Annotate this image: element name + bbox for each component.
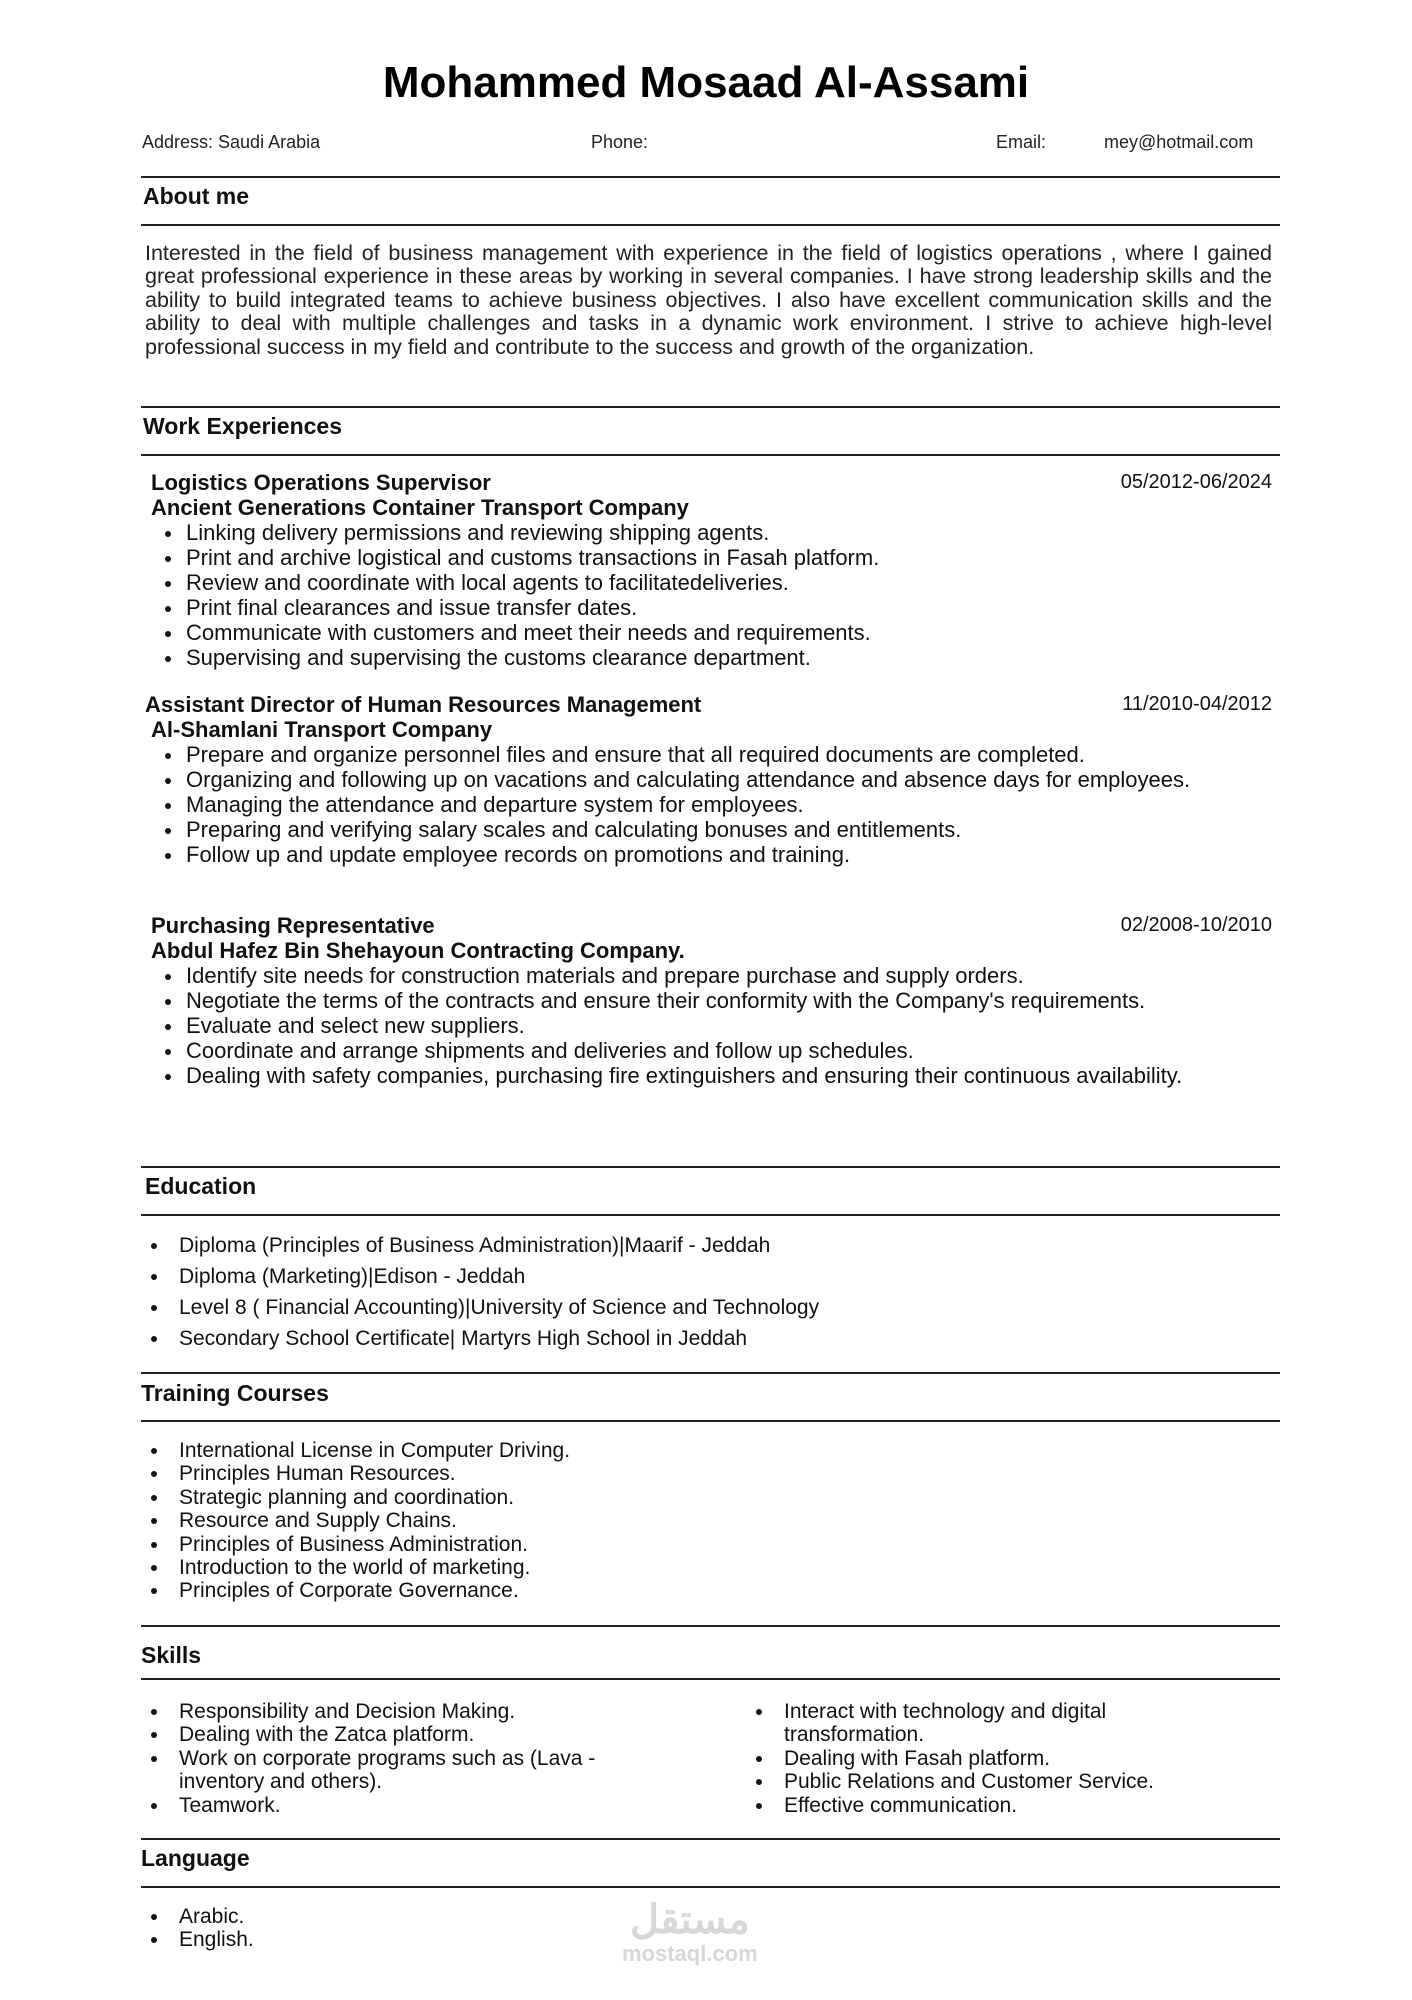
language-list (145, 1905, 254, 1952)
training-item: Principles Human Resources. (145, 1462, 570, 1485)
training-item: Introduction to the world of marketing. (145, 1556, 570, 1579)
training-list (145, 1439, 570, 1603)
training-item: Strategic planning and coordination. (145, 1486, 570, 1509)
section-work: Work Experiences (143, 413, 343, 439)
training-item: Resource and Supply Chains. (145, 1509, 570, 1532)
divider (141, 1166, 1280, 1168)
skill-item: Dealing with Fasah platform. (750, 1747, 1210, 1770)
about-text: Interested in the field of business management with experience in the field of logistics operations , where I gained great professional experience in these areas by working in several companies. I have strong leadership skills and the ability to build integrated teams to achieve business objectives. I also have excellent communication skills and the ability to deal with multiple challenges and tasks in a dynamic work environment. I strive to achieve high-level professional success in my field and contribute to the success and growth of the organization. (145, 241, 1272, 359)
job-title: Assistant Director of Human Resources Management (145, 692, 702, 717)
job-bullet: Review and coordinate with local agents to facilitatedeliveries. (145, 570, 1272, 595)
education-item: Diploma (Marketing)|Edison - Jeddah (145, 1261, 819, 1292)
job-bullet: Supervising and supervising the customs clearance department. (145, 645, 1272, 670)
job-dates: 11/2010-04/2012 (1122, 693, 1272, 715)
divider (141, 406, 1280, 408)
language-item: English. (145, 1928, 254, 1951)
job-bullet: Managing the attendance and departure system for employees. (145, 792, 1272, 817)
job-bullet: Negotiate the terms of the contracts and ensure their conformity with the Company's requirements. (145, 988, 1272, 1013)
job-dates: 05/2012-06/2024 (1120, 471, 1272, 493)
divider (141, 1886, 1280, 1888)
job-company: Abdul Hafez Bin Shehayoun Contracting Company. (151, 938, 685, 963)
email: mey@hotmail.com (1104, 132, 1254, 152)
job-bullet: Follow up and update employee records on promotions and training. (145, 842, 1272, 867)
skill-item: Effective communication. (750, 1794, 1210, 1817)
job-dates: 02/2008-10/2010 (1120, 914, 1272, 936)
candidate-name: Mohammed Mosaad Al-Assami (382, 58, 1030, 107)
skill-item: Interact with technology and digital transformation. (750, 1700, 1210, 1747)
skills-list-left (145, 1700, 685, 1817)
job-entry (145, 692, 1272, 867)
section-education: Education (145, 1173, 257, 1199)
divider (141, 1678, 1280, 1680)
skill-item: Work on corporate programs such as (Lava - inventory and others). (145, 1747, 685, 1794)
job-bullet: Dealing with safety companies, purchasing fire extinguishers and ensuring their continuous availability. (145, 1063, 1272, 1088)
job-bullet: Communicate with customers and meet their needs and requirements. (145, 620, 1272, 645)
divider (141, 454, 1280, 456)
education-list (145, 1230, 819, 1354)
section-language: Language (141, 1845, 250, 1871)
watermark-arabic: مستقل (629, 1898, 750, 1942)
divider (141, 1838, 1280, 1840)
divider (141, 176, 1280, 178)
skill-item: Responsibility and Decision Making. (145, 1700, 685, 1723)
education-item: Secondary School Certificate| Martyrs High School in Jeddah (145, 1323, 819, 1354)
phone-label: Phone: (591, 132, 649, 152)
mostaql-watermark (622, 1898, 758, 1966)
divider (141, 224, 1280, 226)
section-training: Training Courses (141, 1380, 329, 1406)
job-bullet: Evaluate and select new suppliers. (145, 1013, 1272, 1038)
job-bullet: Organizing and following up on vacations and calculating attendance and absence days for employees. (145, 767, 1272, 792)
skill-item: Dealing with the Zatca platform. (145, 1723, 685, 1746)
education-item: Level 8 ( Financial Accounting)|University of Science and Technology (145, 1292, 819, 1323)
address: Address: Saudi Arabia (142, 132, 321, 152)
email-label: Email: (996, 132, 1047, 152)
training-item: Principles of Business Administration. (145, 1533, 570, 1556)
job-bullet: Preparing and verifying salary scales and calculating bonuses and entitlements. (145, 817, 1272, 842)
job-company: Al-Shamlani Transport Company (151, 717, 493, 742)
job-bullet: Print final clearances and issue transfer dates. (145, 595, 1272, 620)
job-title: Purchasing Representative (151, 913, 435, 938)
job-bullet: Coordinate and arrange shipments and deliveries and follow up schedules. (145, 1038, 1272, 1063)
job-company: Ancient Generations Container Transport Company (151, 495, 689, 520)
job-bullet: Print and archive logistical and customs transactions in Fasah platform. (145, 545, 1272, 570)
skills-list-right (750, 1700, 1210, 1817)
skill-item: Teamwork. (145, 1794, 685, 1817)
divider (141, 1214, 1280, 1216)
divider (141, 1420, 1280, 1422)
language-item: Arabic. (145, 1905, 254, 1928)
training-item: Principles of Corporate Governance. (145, 1579, 570, 1602)
job-bullet: Identify site needs for construction materials and prepare purchase and supply orders. (145, 963, 1272, 988)
job-entry (145, 913, 1272, 1088)
watermark-latin: mostaql.com (622, 1941, 758, 1966)
training-item: International License in Computer Driving. (145, 1439, 570, 1462)
section-about: About me (143, 183, 250, 209)
divider (141, 1625, 1280, 1627)
skill-item: Public Relations and Customer Service. (750, 1770, 1210, 1793)
divider (141, 1372, 1280, 1374)
section-skills: Skills (141, 1642, 202, 1668)
job-bullet: Linking delivery permissions and reviewing shipping agents. (145, 520, 1272, 545)
job-entry (145, 470, 1272, 670)
job-title: Logistics Operations Supervisor (151, 470, 491, 495)
education-item: Diploma (Principles of Business Administration)|Maarif - Jeddah (145, 1230, 819, 1261)
job-bullet: Prepare and organize personnel files and ensure that all required documents are completed. (145, 742, 1272, 767)
